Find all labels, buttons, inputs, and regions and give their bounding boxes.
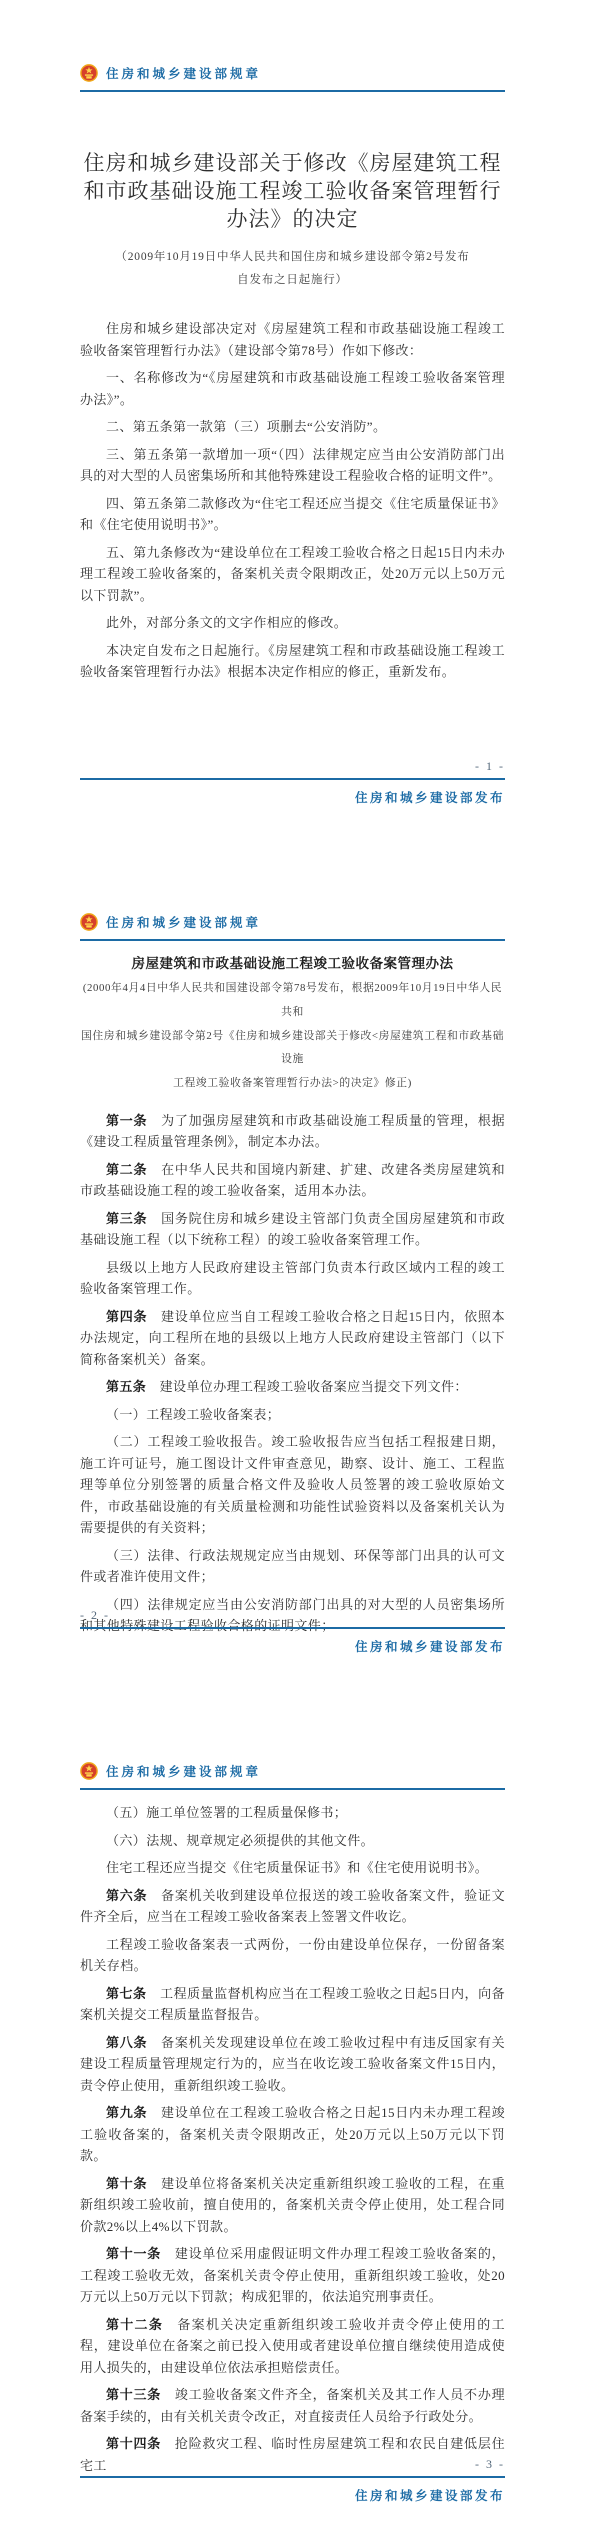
paragraph: [80, 2173, 505, 2238]
article-number: 第七条: [106, 1985, 147, 2001]
paragraph-text: 三、第五条第一款增加一项“（四）法律规定应当由公安消防部门出具的对大型的人员密集场所和其他特殊建设工程验收合格的证明文件”。: [80, 446, 505, 484]
footer-divider: [80, 2476, 505, 2478]
footer-divider: [80, 1627, 505, 1629]
footer-divider: [80, 778, 505, 780]
paragraph-text: 建设单位采用虚假证明文件办理工程竣工验收备案的，工程竣工验收无效，备案机关责令停止使用，重新组织竣工验收，处20万元以上50万元以下罚款；构成犯罪的，依法追究刑事责任。: [80, 2246, 505, 2304]
header-divider: [80, 1788, 505, 1790]
paragraph-text: 县级以上地方人民政府建设主管部门负责本行政区域内工程的竣工验收备案管理工作。: [80, 1259, 505, 1297]
publisher-label: 住房和城乡建设部发布: [354, 2489, 505, 2503]
paragraph-text: （二）工程竣工验收报告。竣工验收报告应当包括工程报建日期，施工许可证号，施工图设计文件审查意见，勘察、设计、施工、工程监理等单位分别签署的质量合格文件及验收人员签署的竣工验收原始文件，市政基础设施的有关质量检测和功能性试验资料以及备案机关认为需要提供的有关资料；: [80, 1434, 505, 1536]
paragraph: [80, 1110, 505, 1153]
header-label: 住房和城乡建设部规章: [106, 67, 262, 81]
paragraph-text: 工程质量监督机构应当在工程竣工验收之日起5日内，向备案机关提交工程质量监督报告。: [80, 1985, 505, 2022]
paragraph-text: 工程竣工验收备案表一式两份，一份由建设单位保存，一份留备案机关存档。: [80, 1936, 505, 1973]
header-label: 住房和城乡建设部规章: [106, 1765, 262, 1779]
decision-title-line: 和市政基础设施工程竣工验收备案管理暂行: [83, 179, 502, 204]
page-header: [80, 1698, 505, 1781]
paragraph-text: 此外，对部分条文的文字作相应的修改。: [106, 615, 348, 631]
page-footer: [80, 1605, 505, 1655]
paragraph: [80, 1885, 505, 1928]
article-number: 第十三条: [106, 2387, 162, 2402]
paragraph-text: 在中华人民共和国境内新建、扩建、改建各类房屋建筑和市政基础设施工程的竣工验收备案，适用本办法。: [80, 1161, 506, 1199]
page-header: [80, 0, 505, 83]
decision-title-line: 办法》的决定: [226, 207, 359, 232]
paragraph-text: 二、第五条第一款第（三）项删去“公安消防”。: [106, 419, 387, 435]
paragraph-text: 一、名称修改为“《房屋建筑和市政基础设施工程竣工验收备案管理办法》”。: [80, 370, 505, 407]
paragraph: [80, 2243, 505, 2308]
paragraph-text: （一）工程竣工验收备案表；: [106, 1406, 281, 1422]
article-number: 第十一条: [106, 2246, 162, 2261]
article-number: 第九条: [106, 2105, 148, 2120]
page-2-body: [80, 1110, 505, 1637]
article-number: 第八条: [106, 2034, 148, 2050]
paragraph-text: （五）施工单位签署的工程质量保修书；: [106, 1805, 348, 1820]
publisher-label: 住房和城乡建设部发布: [354, 791, 505, 805]
article-number: 第一条: [106, 1112, 148, 1128]
page-number: - 3 -: [475, 2457, 505, 2471]
paragraph-text: 建设单位办理工程竣工验收备案应当提交下列文件：: [146, 1379, 468, 1395]
paragraph-text: 国务院住房和城乡建设主管部门负责全国房屋建筑和市政基础设施工程（以下统称工程）的竣工验收备案管理工作。: [80, 1210, 506, 1248]
paragraph-text: 备案机关决定重新组织竣工验收并责令停止使用的工程，建设单位在备案之前已投入使用或者建设单位擅自继续使用造成使用人损失的，由建设单位依法承担赔偿责任。: [80, 2316, 505, 2375]
paragraph: [80, 1159, 505, 1202]
paragraph: [80, 640, 505, 683]
paragraph-text: 四、第五条第二款修改为“住宅工程还应当提交《住宅质量保证书》和《住宅使用说明书》”。: [80, 495, 505, 533]
paragraph: [80, 1257, 505, 1300]
paragraph: [80, 1431, 505, 1539]
paragraph-text: 备案机关发现建设单位在竣工验收过程中有违反国家有关建设工程质量管理规定行为的，应当在收讫竣工验收备案文件15日内，责令停止使用，重新组织竣工验收。: [80, 2034, 506, 2093]
paragraph-text: 抢险救灾工程、临时性房屋建筑工程和农民自建低层住宅工: [80, 2436, 505, 2473]
paragraph: [80, 542, 505, 607]
page-3-body: [80, 1802, 505, 2476]
paragraph-text: 建设单位应当自工程竣工验收合格之日起15日内，依照本办法规定，向工程所在地的县级以上地方人民政府建设主管部门（以下简称备案机关）备案。: [80, 1308, 505, 1367]
paragraph: [80, 1404, 505, 1426]
decision-subtitle-line: （2009年10月19日中华人民共和国住房和城乡建设部令第2号发布: [115, 251, 470, 264]
paragraph-text: 备案机关收到建设单位报送的竣工验收备案文件，验证文件齐全后，应当在工程竣工验收备案表上签署文件收讫。: [80, 1887, 506, 1924]
paragraph: [80, 1208, 505, 1251]
page-number: - 2 -: [80, 1608, 110, 1622]
paragraph-text: 住房和城乡建设部决定对《房屋建筑工程和市政基础设施工程竣工验收备案管理暂行办法》（建设部令第78号）作如下修改：: [80, 321, 505, 358]
article-number: 第五条: [106, 1379, 147, 1395]
paragraph-text: 竣工验收备案文件齐全，备案机关及其工作人员不办理备案手续的，由有关机关责令改正，对直接责任人员给予行政处分。: [80, 2387, 505, 2424]
paragraph-text: 为了加强房屋建筑和市政基础设施工程质量的管理，根据《建设工程质量管理条例》，制定本办法。: [80, 1112, 506, 1150]
paragraph: [80, 444, 505, 487]
paragraph-text: （六）法规、规章规定必须提供的其他文件。: [106, 1832, 375, 1848]
paragraph: [80, 416, 505, 438]
paragraph: [80, 318, 505, 361]
document-page-2: [0, 849, 600, 1698]
article-number: 第六条: [106, 1887, 148, 1903]
paragraph: [80, 2314, 505, 2379]
paragraph: [80, 2384, 505, 2427]
page-number: - 1 -: [475, 759, 505, 773]
national-emblem-icon: [80, 912, 98, 932]
paragraph: [80, 493, 505, 536]
paragraph: [80, 1830, 505, 1852]
page-header: [80, 849, 505, 932]
national-emblem-icon: [80, 63, 98, 83]
national-emblem-icon: [80, 1761, 98, 1781]
paragraph: [80, 1306, 505, 1371]
article-number: 第二条: [106, 1161, 148, 1177]
paragraph: [80, 612, 505, 634]
decision-title: [80, 149, 505, 233]
paragraph-text: 建设单位在工程竣工验收合格之日起15日内未办理工程竣工验收备案的，备案机关责令限期改正，处20万元以上50万元以下罚款。: [80, 2105, 505, 2163]
regulation-title: 房屋建筑和市政基础设施工程竣工验收备案管理办法: [131, 956, 454, 971]
decision-subtitle-line: 自发布之日起施行）: [237, 274, 348, 287]
document-page-1: [0, 0, 600, 849]
article-number: 第十二条: [106, 2316, 164, 2332]
paragraph: [80, 1545, 505, 1588]
publisher-label: 住房和城乡建设部发布: [354, 1640, 505, 1654]
page-1-body: [80, 318, 505, 683]
decision-title-line: 住房和城乡建设部关于修改《房屋建筑工程: [83, 151, 502, 175]
paragraph: [80, 1983, 505, 2026]
document-page-3: [0, 1698, 600, 2547]
paragraph: [80, 1376, 505, 1398]
header-divider: [80, 939, 505, 941]
regulation-subtitle-line: 工程竣工验收备案管理暂行办法>的决定》修正): [173, 1077, 412, 1089]
page-footer: [80, 2454, 505, 2504]
paragraph: [80, 2102, 505, 2167]
paragraph-text: 本决定自发布之日起施行。《房屋建筑工程和市政基础设施工程竣工验收备案管理暂行办法》根据本决定作相应的修正，重新发布。: [80, 642, 505, 680]
paragraph: [80, 1802, 505, 1824]
paragraph: [80, 1857, 505, 1879]
header-divider: [80, 90, 505, 92]
regulation-subtitle-line: (2000年4月4日中华人民共和国建设部令第78号发布，根据2009年10月19日中华人民共和: [82, 982, 503, 1018]
header-label: 住房和城乡建设部规章: [106, 916, 262, 930]
paragraph-text: 住宅工程还应当提交《住宅质量保证书》和《住宅使用说明书》。: [106, 1860, 489, 1875]
page-footer: [80, 756, 505, 806]
paragraph-text: 五、第九条修改为“建设单位在工程竣工验收合格之日起15日内未办理工程竣工验收备案的，备案机关责令限期改正，处20万元以上50万元以下罚款”。: [80, 544, 505, 603]
paragraph-text: （三）法律、行政法规规定应当由规划、环保等部门出具的认可文件或者准许使用文件；: [80, 1547, 505, 1585]
regulation-subtitle: [80, 977, 505, 1096]
paragraph: [80, 1934, 505, 1977]
article-number: 第四条: [106, 1308, 148, 1324]
regulation-subtitle-line: 国住房和城乡建设部令第2号《住房和城乡建设部关于修改<房屋建筑工程和市政基础设施: [81, 1029, 504, 1066]
paragraph: [80, 367, 505, 410]
paragraph-text: （四）法律规定应当由公安消防部门出具的对大型的人员密集场所和其他特殊建设工程验收合格的证明文件；: [80, 1596, 505, 1634]
article-number: 第十条: [106, 2175, 148, 2191]
paragraph-text: 建设单位将备案机关决定重新组织竣工验收的工程，在重新组织竣工验收前，擅自使用的，备案机关责令停止使用，处工程合同价款2%以上4%以下罚款。: [80, 2175, 506, 2234]
decision-subtitle: [80, 246, 505, 292]
article-number: 第三条: [106, 1210, 148, 1226]
article-number: 第十四条: [106, 2436, 162, 2451]
paragraph: [80, 2032, 505, 2097]
